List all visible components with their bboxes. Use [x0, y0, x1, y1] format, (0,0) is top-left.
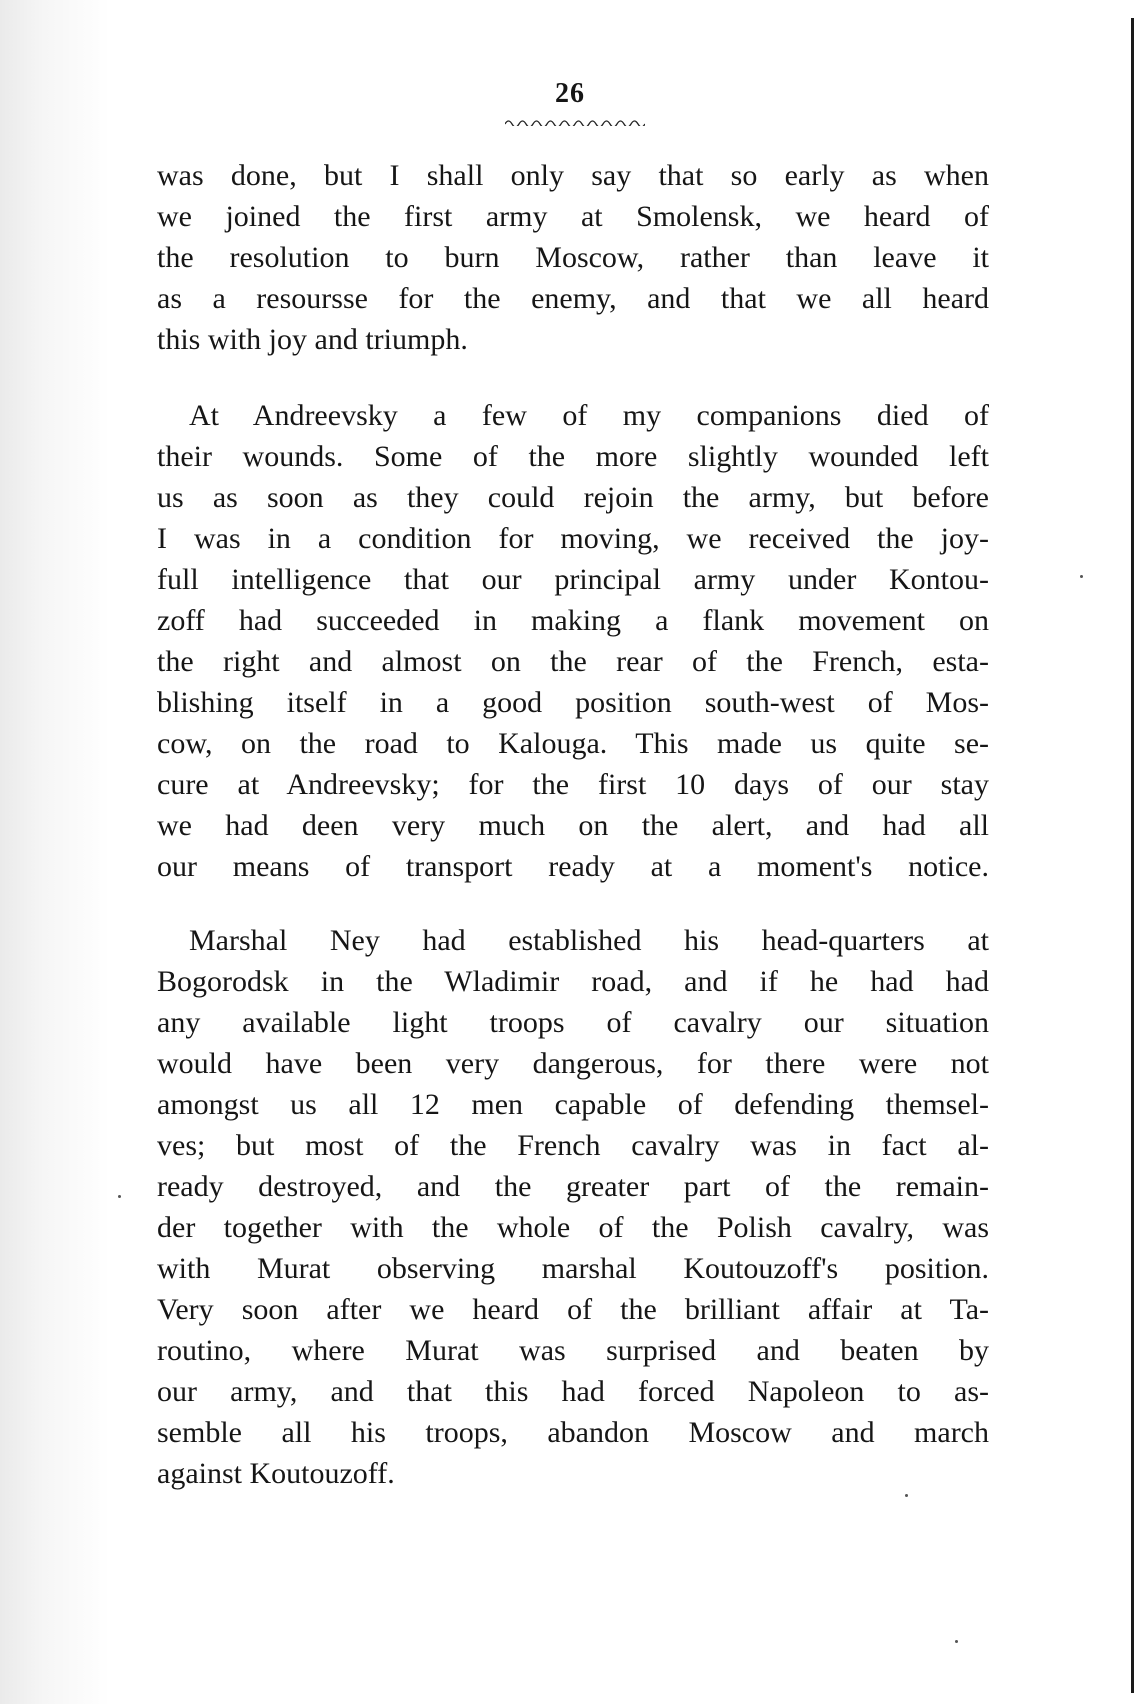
page-number: 26	[555, 78, 585, 109]
text-line: cow, on the road to Kalouga. This made us quite se-	[157, 727, 989, 760]
text-line: zoff had succeeded in making a flank movement on	[157, 604, 989, 637]
text-line: our means of transport ready at a moment's notice.	[157, 850, 989, 883]
text-line: the right and almost on the rear of the French, esta-	[157, 645, 989, 678]
text-line: as a resoursse for the enemy, and that we all heard	[157, 282, 989, 315]
text-line: ves; but most of the French cavalry was in fact al-	[157, 1129, 989, 1162]
ornamental-wavy-rule	[505, 118, 645, 126]
text-line: blishing itself in a good position south-west of Mos-	[157, 686, 989, 719]
text-line: any available light troops of cavalry our situation	[157, 1006, 989, 1039]
text-line: At Andreevsky a few of my companions died of	[189, 399, 989, 432]
text-line: semble all his troops, abandon Moscow and march	[157, 1416, 989, 1449]
text-line: Bogorodsk in the Wladimir road, and if he had had	[157, 965, 989, 998]
text-line: the resolution to burn Moscow, rather than leave it	[157, 241, 989, 274]
paragraph-2	[157, 395, 989, 887]
text-line: was done, but I shall only say that so early as when	[157, 159, 989, 192]
text-line: our army, and that this had forced Napoleon to as-	[157, 1375, 989, 1408]
text-line: Very soon after we heard of the brilliant affair at Ta-	[157, 1293, 989, 1326]
text-line: we joined the first army at Smolensk, we heard of	[157, 200, 989, 233]
print-speck	[905, 1494, 908, 1497]
page-gutter-shadow	[0, 0, 110, 1704]
text-line: full intelligence that our principal army under Kontou-	[157, 563, 989, 596]
text-line: routino, where Murat was surprised and beaten by	[157, 1334, 989, 1367]
print-speck	[1080, 575, 1083, 578]
text-line: their wounds. Some of the more slightly wounded left	[157, 440, 989, 473]
page-edge-rule	[1131, 18, 1134, 1693]
text-line: would have been very dangerous, for there were not	[157, 1047, 989, 1080]
text-line: amongst us all 12 men capable of defending themsel-	[157, 1088, 989, 1121]
text-line: we had deen very much on the alert, and had all	[157, 809, 989, 842]
text-line: with Murat observing marshal Koutouzoff's position.	[157, 1252, 989, 1285]
text-line: der together with the whole of the Polish cavalry, was	[157, 1211, 989, 1244]
text-line: I was in a condition for moving, we received the joy-	[157, 522, 989, 555]
text-line: cure at Andreevsky; for the first 10 days of our stay	[157, 768, 989, 801]
text-line: Marshal Ney had established his head-quarters at	[189, 924, 989, 957]
print-speck	[118, 1195, 121, 1198]
paragraph-1	[157, 155, 989, 360]
text-line: this with joy and triumph.	[157, 323, 468, 356]
text-line: ready destroyed, and the greater part of the remain-	[157, 1170, 989, 1203]
paragraph-3	[157, 920, 989, 1494]
print-speck	[955, 1640, 958, 1643]
text-line: against Koutouzoff.	[157, 1457, 395, 1490]
text-line: us as soon as they could rejoin the army, but before	[157, 481, 989, 514]
